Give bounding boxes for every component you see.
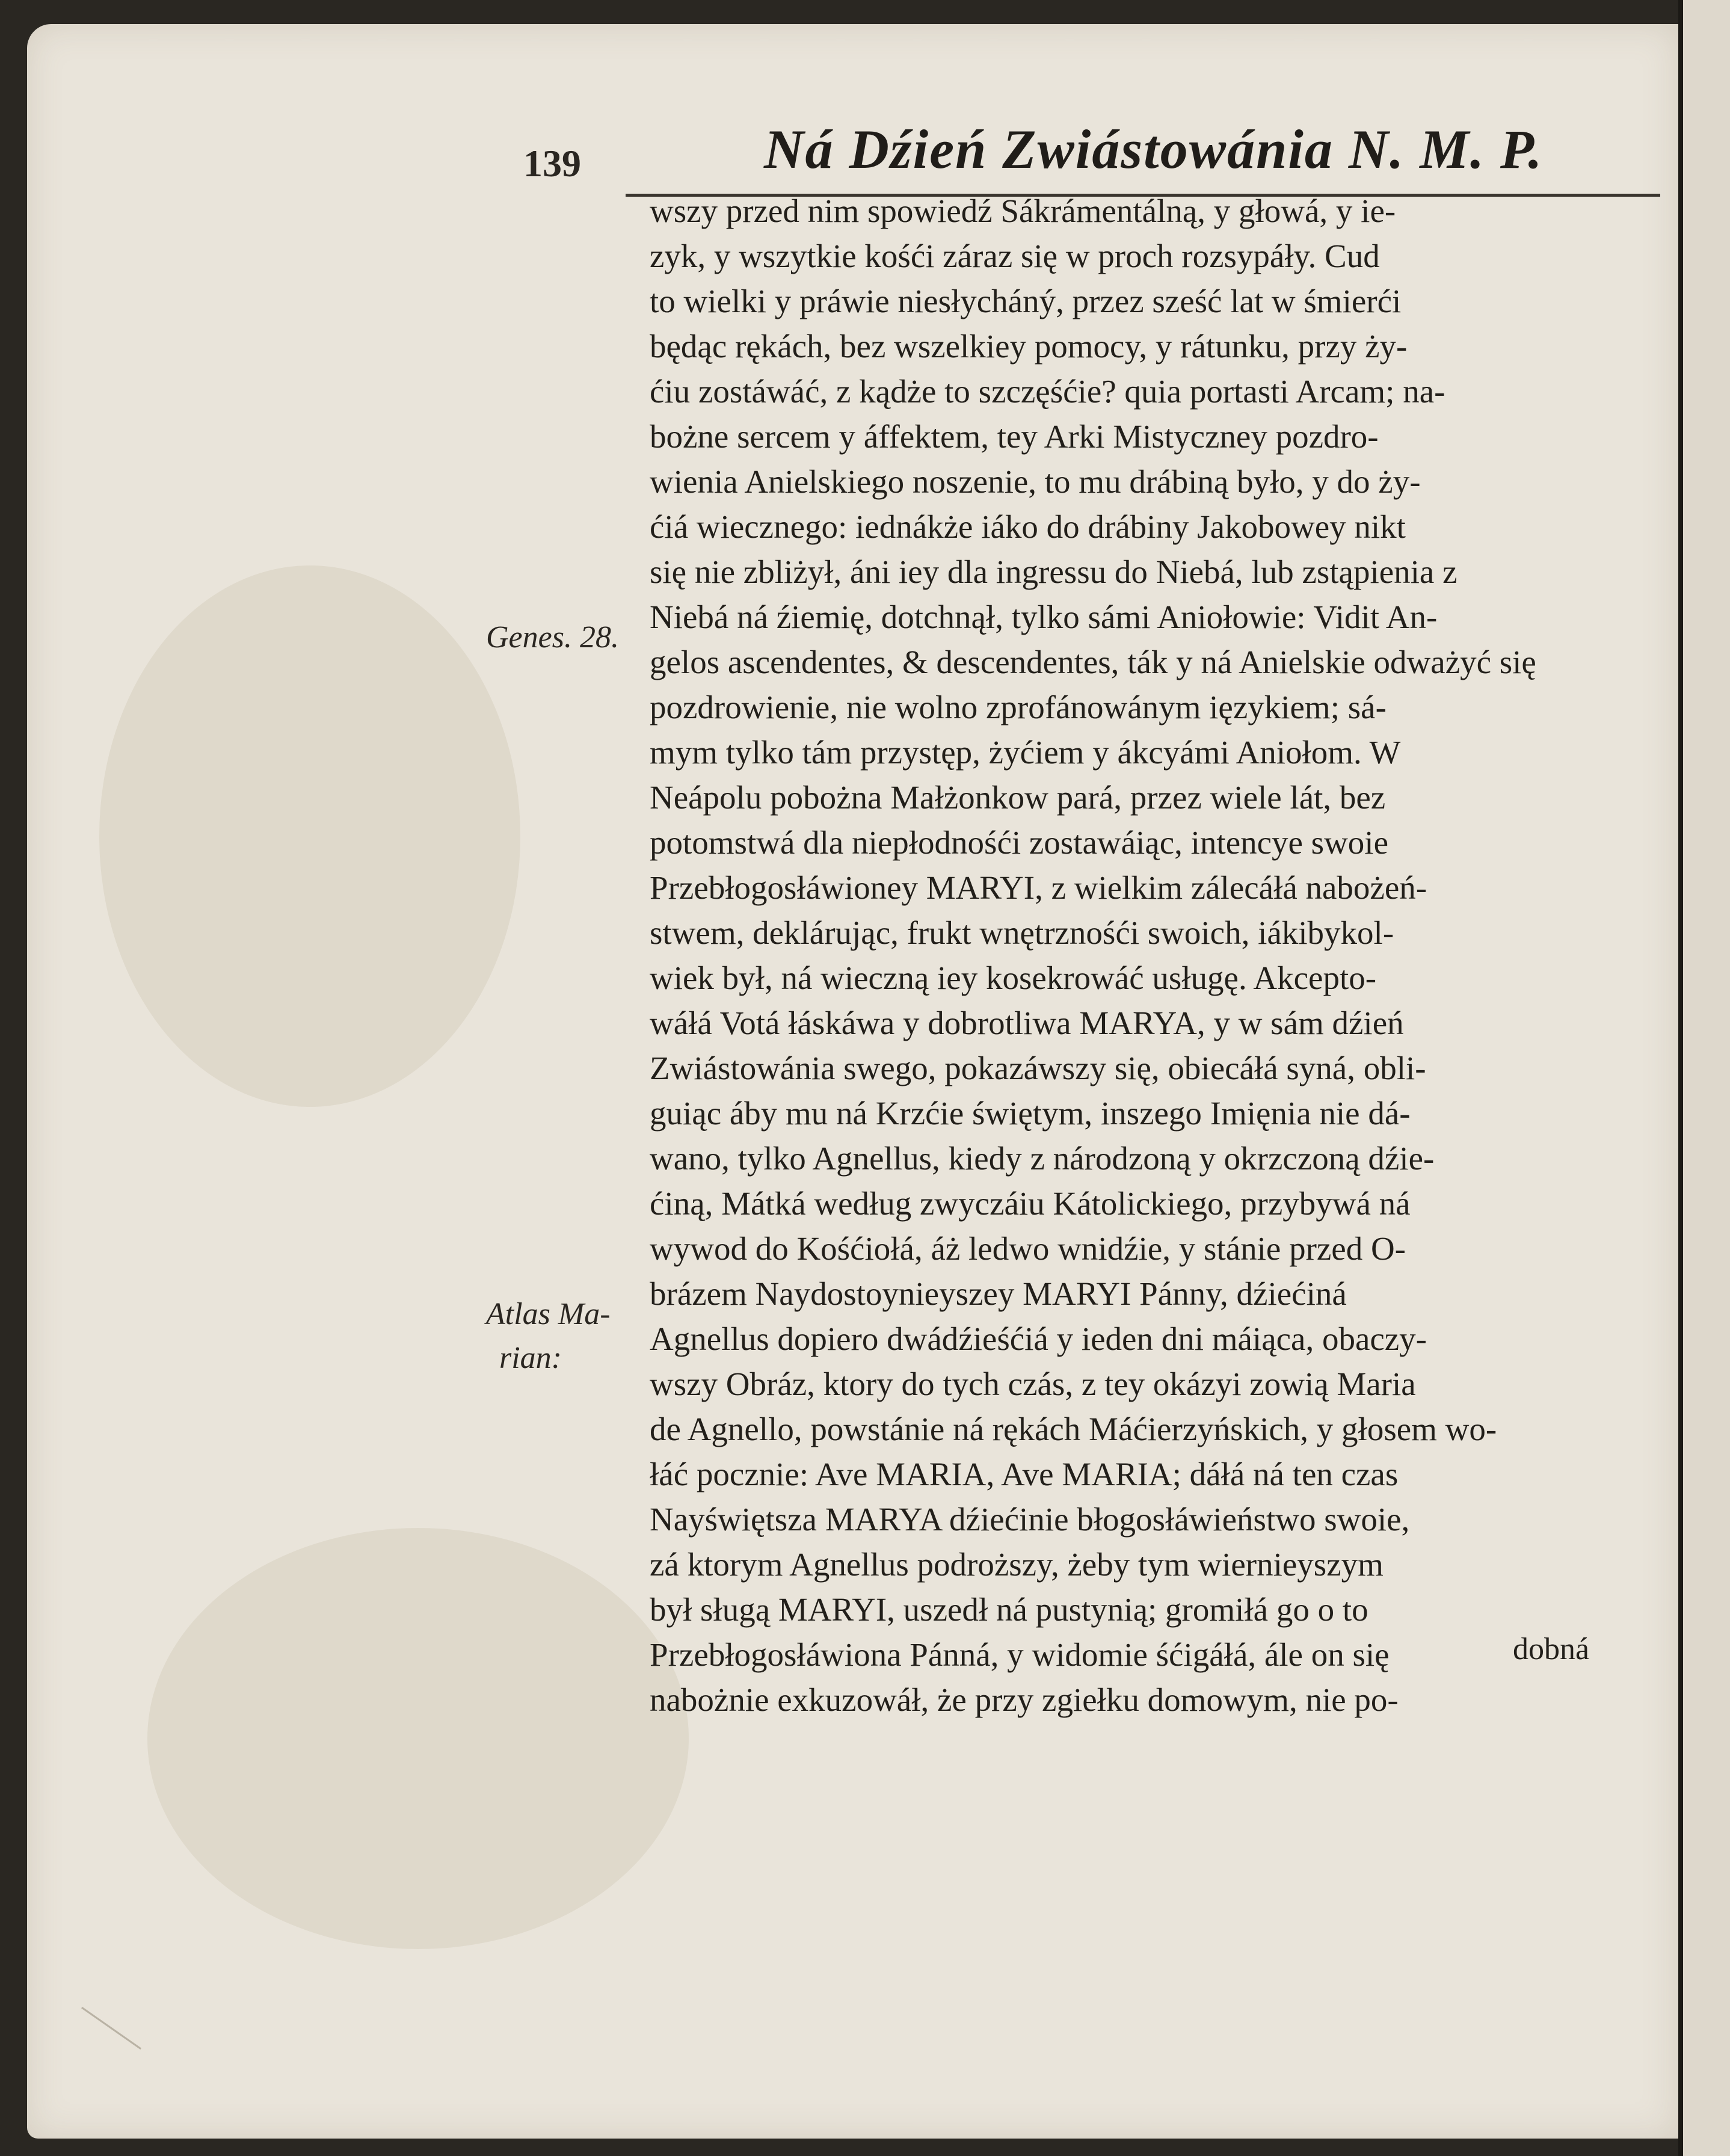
margin-note-marian: rian: — [499, 1341, 562, 1375]
text-line: gelos ascendentes, & descendentes, ták y ná Anielskie odważyć się — [650, 644, 1536, 680]
text-line: zá ktorym Agnellus podroższy, żeby tym wiernieyszym — [650, 1546, 1384, 1583]
text-line: wszy Obráz, ktory do tych czás, z tey okázyi zowią Maria — [650, 1366, 1416, 1402]
text-line: Agnellus dopiero dwádźieśćiá y ieden dni máiąca, obaczy- — [650, 1320, 1427, 1357]
text-line: to wielki y práwie niesłycháný, przez sześć lat w śmierći — [650, 283, 1402, 319]
paper-stain — [147, 1528, 689, 1949]
text-line: się nie zbliżył, áni iey dla ingressu do Niebá, lub zstąpienia z — [650, 553, 1458, 590]
facing-page-edge — [1678, 0, 1730, 2156]
margin-note-genesis: Genes. 28. — [486, 620, 619, 654]
text-line: wywod do Kośćiołá, áż ledwo wnidźie, y stánie przed O- — [650, 1230, 1406, 1267]
text-line: pozdrowienie, nie wolno zprofánowánym ięzykiem; sá- — [650, 689, 1387, 725]
text-line: wienia Anielskiego noszenie, to mu drábiną było, y do ży- — [650, 463, 1421, 500]
text-line: nabożnie exkuzowáł, że przy zgiełku domowym, nie po- — [650, 1681, 1399, 1718]
text-line: Zwiástowánia swego, pokazáwszy się, obiecáłá syná, obli- — [650, 1050, 1426, 1086]
margin-note-atlas: Atlas Ma- — [486, 1297, 611, 1331]
text-line: Przebłogosłáwiona Pánná, y widomie śćigáłá, ále on się — [650, 1636, 1390, 1673]
text-line: Niebá ná źiemię, dotchnął, tylko sámi Aniołowie: Vidit An- — [650, 599, 1438, 635]
text-line: ćiá wiecznego: iednákże iáko do drábiny Jakobowey nikt — [650, 508, 1406, 545]
text-line: stwem, deklárując, frukt wnętrznośći swoich, iákibykol- — [650, 914, 1394, 951]
text-line: zyk, y wszytkie kośći záraz się w proch rozsypáły. Cud — [650, 238, 1380, 274]
text-line: wano, tylko Agnellus, kiedy z národzoną y okrzczoną dźie- — [650, 1140, 1435, 1177]
text-line: ćiu zostáwáć, z kądże to szczęśćie? quia portasti Arcam; na- — [650, 373, 1445, 410]
text-line: łáć pocznie: Ave MARIA, Ave MARIA; dáłá ná ten czas — [650, 1456, 1399, 1492]
text-line: mym tylko tám przystęp, żyćiem y ákcyámi Aniołom. W — [650, 734, 1401, 771]
text-line: guiąc áby mu ná Krzćie świętym, inszego Imięnia nie dá- — [650, 1095, 1411, 1132]
catchword: dobná — [1513, 1632, 1590, 1666]
text-line: będąc rękách, bez wszelkiey pomocy, y rátunku, przy ży- — [650, 328, 1408, 365]
page-number: 139 — [523, 142, 581, 185]
main-text-column — [650, 189, 1660, 1910]
text-line: Przebłogosłáwioney MARYI, z wielkim zálecáłá nabożeń- — [650, 869, 1427, 906]
text-line: wiek był, ná wieczną iey kosekrowáć usługę. Akcepto- — [650, 959, 1377, 996]
text-line: wszy przed nim spowiedź Sákrámentálną, y głowá, y ie- — [650, 192, 1396, 229]
paper-stain — [99, 565, 520, 1107]
text-line: wáłá Votá łáskáwa y dobrotliwa MARYA, y w sám dźień — [650, 1005, 1404, 1041]
text-line: brázem Naydostoynieyszey MARYI Pánny, dźiećiná — [650, 1275, 1347, 1312]
running-title: Ná Dźień Zwiástowánia N. M. P. — [764, 119, 1544, 180]
text-line: był sługą MARYI, uszedł ná pustynią; gromiłá go o to — [650, 1591, 1368, 1628]
paper-crease — [81, 2007, 141, 2050]
text-line: Neápolu pobożna Małżonkow pará, przez wiele lát, bez — [650, 779, 1386, 816]
text-line: Nayświętsza MARYA dźiećinie błogosłáwieństwo swoie, — [650, 1501, 1410, 1538]
text-line: bożne sercem y áffektem, tey Arki Mistyczney pozdro- — [650, 418, 1379, 455]
text-line: potomstwá dla niepłodnośći zostawáiąc, intencye swoie — [650, 824, 1388, 861]
text-line: ćiną, Mátká według zwyczáiu Kátolickiego, przybywá ná — [650, 1185, 1411, 1222]
text-line: de Agnello, powstánie ná rękách Máćierzyńskich, y głosem wo- — [650, 1411, 1497, 1447]
page-header — [523, 117, 1666, 196]
